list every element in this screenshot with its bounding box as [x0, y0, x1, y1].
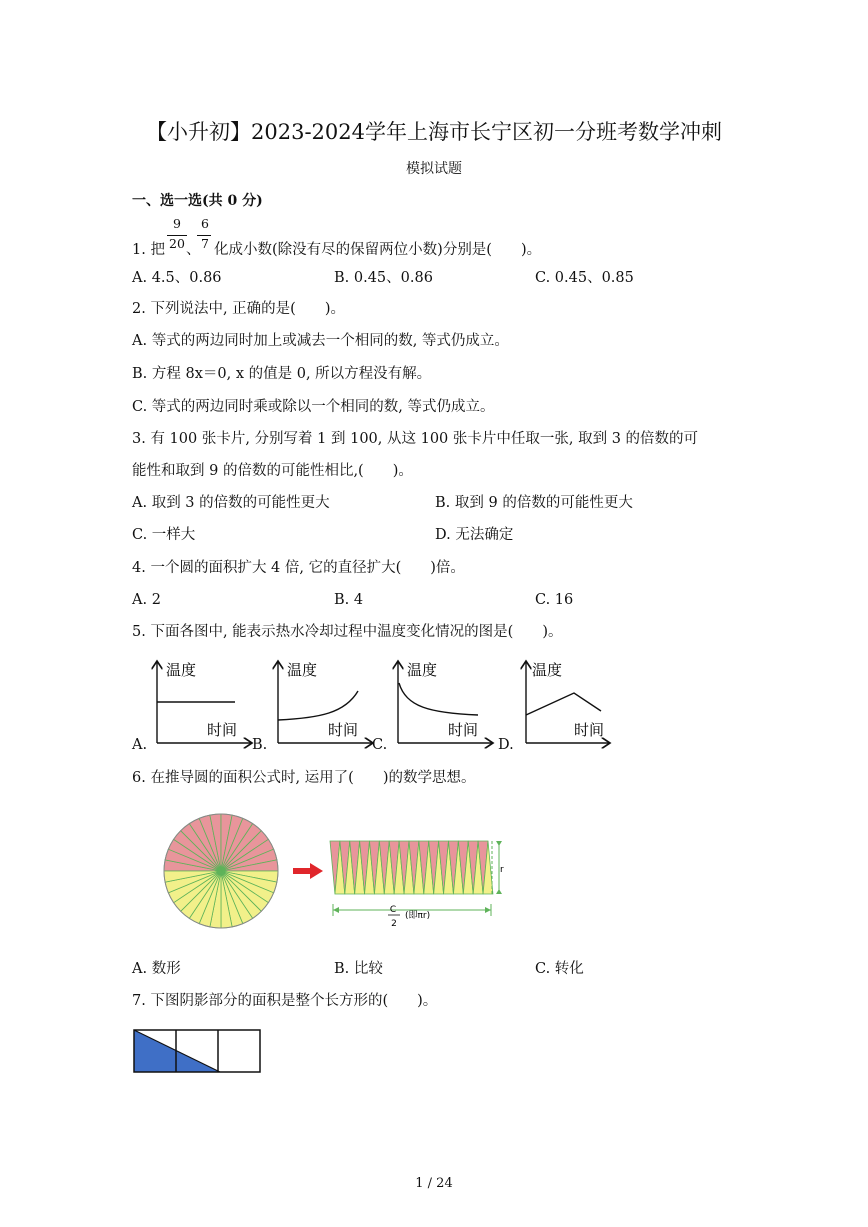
section-heading: 一、选一选(共 0 分) — [132, 193, 263, 209]
q5-graph-a — [157, 661, 252, 743]
q5-graph-d — [526, 661, 610, 743]
q5-graph-c — [398, 661, 493, 743]
q5-option-b-label: B. — [252, 737, 268, 753]
q4-stem: 4. 一个圆的面积扩大 4 倍, 它的直径扩大( )倍。 — [132, 560, 465, 576]
q5-graph-b — [278, 661, 373, 743]
q6-circle-sectors — [164, 814, 278, 928]
q5-option-d-label: D. — [498, 737, 514, 753]
q5-graph-a-ylabel: 温度 — [166, 661, 197, 679]
q5-graph-b-xlabel: 时间 — [328, 721, 359, 739]
q5-option-c-label: C. — [372, 737, 388, 753]
q2-stem: 2. 下列说法中, 正确的是( )。 — [132, 301, 345, 317]
q2-option-b: B. 方程 8x＝0, x 的值是 0, 所以方程没有解。 — [132, 366, 432, 382]
q1-fraction-b-numerator: 6 — [201, 216, 209, 231]
q1-stem: 1. 把 — [132, 242, 165, 258]
q6-paren-label: (即πr) — [405, 911, 431, 921]
q5-graph-b-ylabel: 温度 — [287, 661, 318, 679]
q6-c-label: C — [389, 905, 397, 915]
q3-option-d: D. 无法确定 — [435, 527, 514, 543]
q4-option-a: A. 2 — [132, 592, 161, 608]
q6-option-b: B. 比较 — [334, 961, 383, 977]
q5-graph-d-curve — [526, 693, 601, 715]
q3-option-b: B. 取到 9 的倍数的可能性更大 — [435, 495, 633, 511]
q1-separator: 、 — [186, 242, 201, 258]
q6-rearranged-strip — [330, 841, 493, 894]
q1-option-a: A. 4.5、0.86 — [132, 270, 222, 286]
q1-fraction-b-denominator: 7 — [201, 236, 209, 251]
q2-option-a: A. 等式的两边同时加上或减去一个相同的数, 等式仍成立。 — [132, 333, 509, 349]
q6-option-c: C. 转化 — [535, 961, 584, 977]
q6-option-a: A. 数形 — [132, 961, 181, 977]
q6-radius-label: r — [500, 865, 504, 875]
q1-fraction-a-numerator: 9 — [173, 216, 181, 231]
q3-option-a: A. 取到 3 的倍数的可能性更大 — [132, 495, 330, 511]
q5-graphs — [140, 655, 620, 755]
q6-stem: 6. 在推导圆的面积公式时, 运用了( )的数学思想。 — [132, 770, 476, 786]
page-number: 1 / 24 — [415, 1176, 453, 1191]
q1-stem-tail: 化成小数(除没有尽的保留两位小数)分别是( )。 — [214, 242, 542, 258]
q5-graph-b-curve — [278, 691, 358, 720]
q4-option-c: C. 16 — [535, 592, 574, 608]
q3-stem-line1: 3. 有 100 张卡片, 分别写着 1 到 100, 从这 100 张卡片中任取一张, 取到 3 的倍数的可 — [132, 431, 699, 447]
q5-graph-d-ylabel: 温度 — [532, 661, 563, 679]
q1-option-c: C. 0.45、0.85 — [535, 270, 634, 286]
q5-graph-a-xlabel: 时间 — [207, 721, 238, 739]
q7-figure — [132, 1028, 264, 1076]
page-subtitle: 模拟试题 — [406, 161, 462, 177]
q3-option-c: C. 一样大 — [132, 527, 196, 543]
q7-stem: 7. 下图阴影部分的面积是整个长方形的( )。 — [132, 993, 438, 1009]
q6-figure — [155, 808, 515, 938]
q4-option-b: B. 4 — [334, 592, 364, 608]
q5-stem: 5. 下面各图中, 能表示热水冷却过程中温度变化情况的图是( )。 — [132, 624, 563, 640]
q1-option-b: B. 0.45、0.86 — [334, 270, 433, 286]
page-title: 【小升初】2023-2024学年上海市长宁区初一分班考数学冲刺 — [146, 120, 722, 144]
q2-option-c: C. 等式的两边同时乘或除以一个相同的数, 等式仍成立。 — [132, 399, 495, 415]
q3-stem-line2: 能性和取到 9 的倍数的可能性相比,( )。 — [132, 463, 413, 479]
q5-option-a-label: A. — [132, 737, 148, 753]
q5-graph-c-xlabel: 时间 — [448, 721, 479, 739]
q6-den-label: 2 — [391, 919, 397, 929]
q5-graph-d-xlabel: 时间 — [574, 721, 605, 739]
q5-graph-c-ylabel: 温度 — [407, 661, 438, 679]
q1-fraction-a-denominator: 20 — [169, 236, 185, 251]
q6-red-arrow-icon — [293, 863, 323, 879]
q5-graph-c-curve — [399, 683, 478, 715]
